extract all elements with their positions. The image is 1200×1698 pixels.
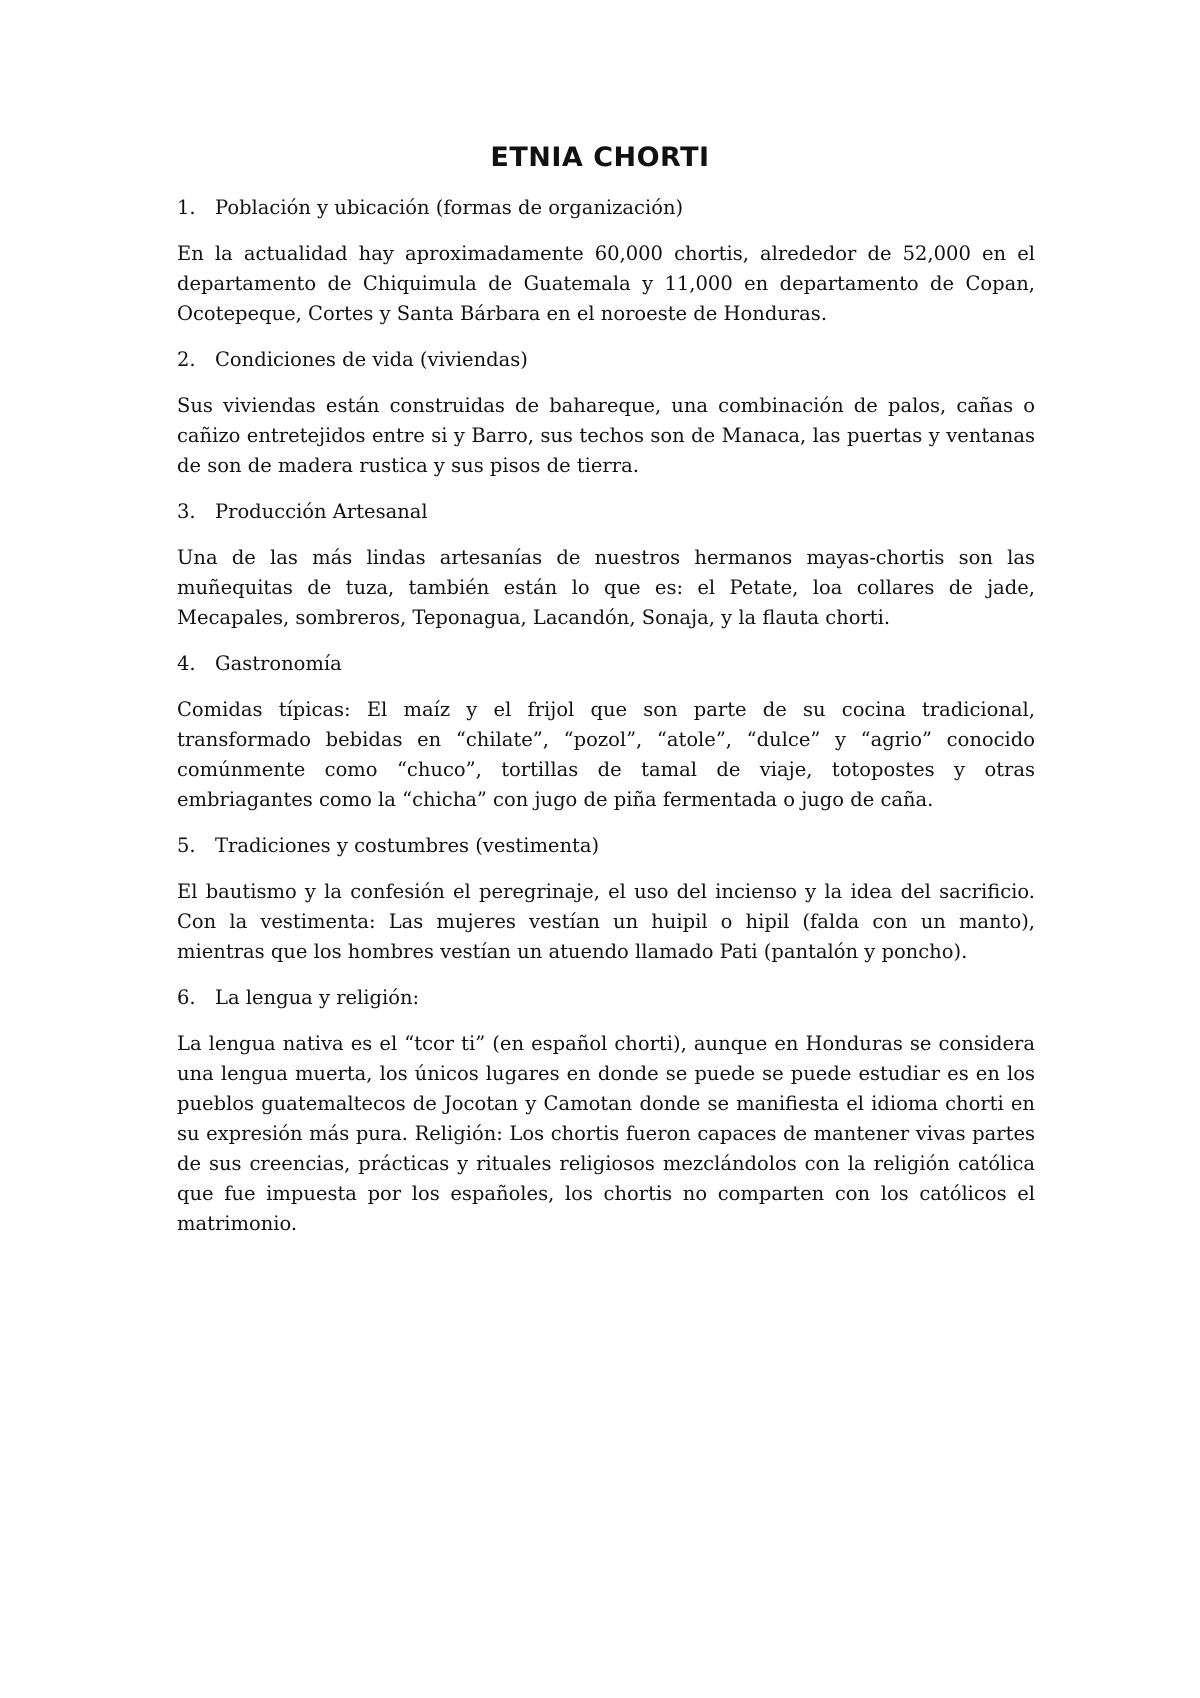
section-number: 6. <box>177 986 196 1009</box>
section-paragraph-1: En la actualidad hay aproximadamente 60,000 chortis, alrededor de 52,000 en el departamento de Chiquimula de Guatemala y 11,000 en departamento de Copan, Ocotepeque, Cortes y Santa Bárbara en el noroeste de Honduras. <box>177 242 1035 325</box>
section-title: Población y ubicación (formas de organización) <box>215 196 684 219</box>
section-paragraph-6: La lengua nativa es el “tcor ti” (en español chorti), aunque en Honduras se considera una lengua muerta, los únicos lugares en donde se puede se puede estudiar es en los pueblos guatemaltecos de Jocotan y Camotan donde se manifiesta el idioma chorti en su expresión más pura. Religión: Los chortis fueron capaces de mantener vivas partes de sus creencias, prácticas y rituales religiosos mezclándolos con la religión católica que fue impuesta por los españoles, los chortis no comparten con los católicos el matrimonio. <box>177 1032 1035 1235</box>
section-heading-1 <box>177 193 1035 223</box>
section-number: 3. <box>177 500 196 523</box>
section-heading-5 <box>177 831 1035 861</box>
section-number: 5. <box>177 834 196 857</box>
section-heading-2 <box>177 345 1035 375</box>
section-title: La lengua y religión: <box>215 986 420 1009</box>
section-paragraph-4: Comidas típicas: El maíz y el frijol que son parte de su cocina tradicional, transformado bebidas en “chilate”, “pozol”, “atole”, “dulce” y “agrio” conocido comúnmente como “chuco”, tortillas de tamal de viaje, totopostes y otras embriagantes como la “chicha” con jugo de piña fermentada o jugo de caña. <box>177 698 1035 811</box>
section-number: 4. <box>177 652 196 675</box>
section-heading-4 <box>177 649 1035 679</box>
section-paragraph-3: Una de las más lindas artesanías de nuestros hermanos mayas-chortis son las muñequitas de tuza, también están lo que es: el Petate, loa collares de jade, Mecapales, sombreros, Teponagua, Lacandón, Sonaja, y la flauta chorti. <box>177 546 1035 629</box>
section-title: Gastronomía <box>215 652 342 675</box>
section-title: Producción Artesanal <box>215 500 428 523</box>
document-body <box>177 193 1035 1255</box>
section-paragraph-2: Sus viviendas están construidas de bahareque, una combinación de palos, cañas o cañizo entretejidos entre si y Barro, sus techos son de Manaca, las puertas y ventanas de son de madera rustica y sus pisos de tierra. <box>177 394 1035 477</box>
section-number: 2. <box>177 348 196 371</box>
section-heading-3 <box>177 497 1035 527</box>
section-heading-6 <box>177 983 1035 1013</box>
section-number: 1. <box>177 196 196 219</box>
section-title: Tradiciones y costumbres (vestimenta) <box>215 834 600 857</box>
section-title: Condiciones de vida (viviendas) <box>215 348 528 371</box>
section-paragraph-5: El bautismo y la confesión el peregrinaje, el uso del incienso y la idea del sacrificio. Con la vestimenta: Las mujeres vestían un huipil o hipil (falda con un manto), mientras que los hombres vestían un atuendo llamado Pati (pantalón y poncho). <box>177 880 1035 963</box>
document-title: ETNIA CHORTI <box>490 142 710 173</box>
